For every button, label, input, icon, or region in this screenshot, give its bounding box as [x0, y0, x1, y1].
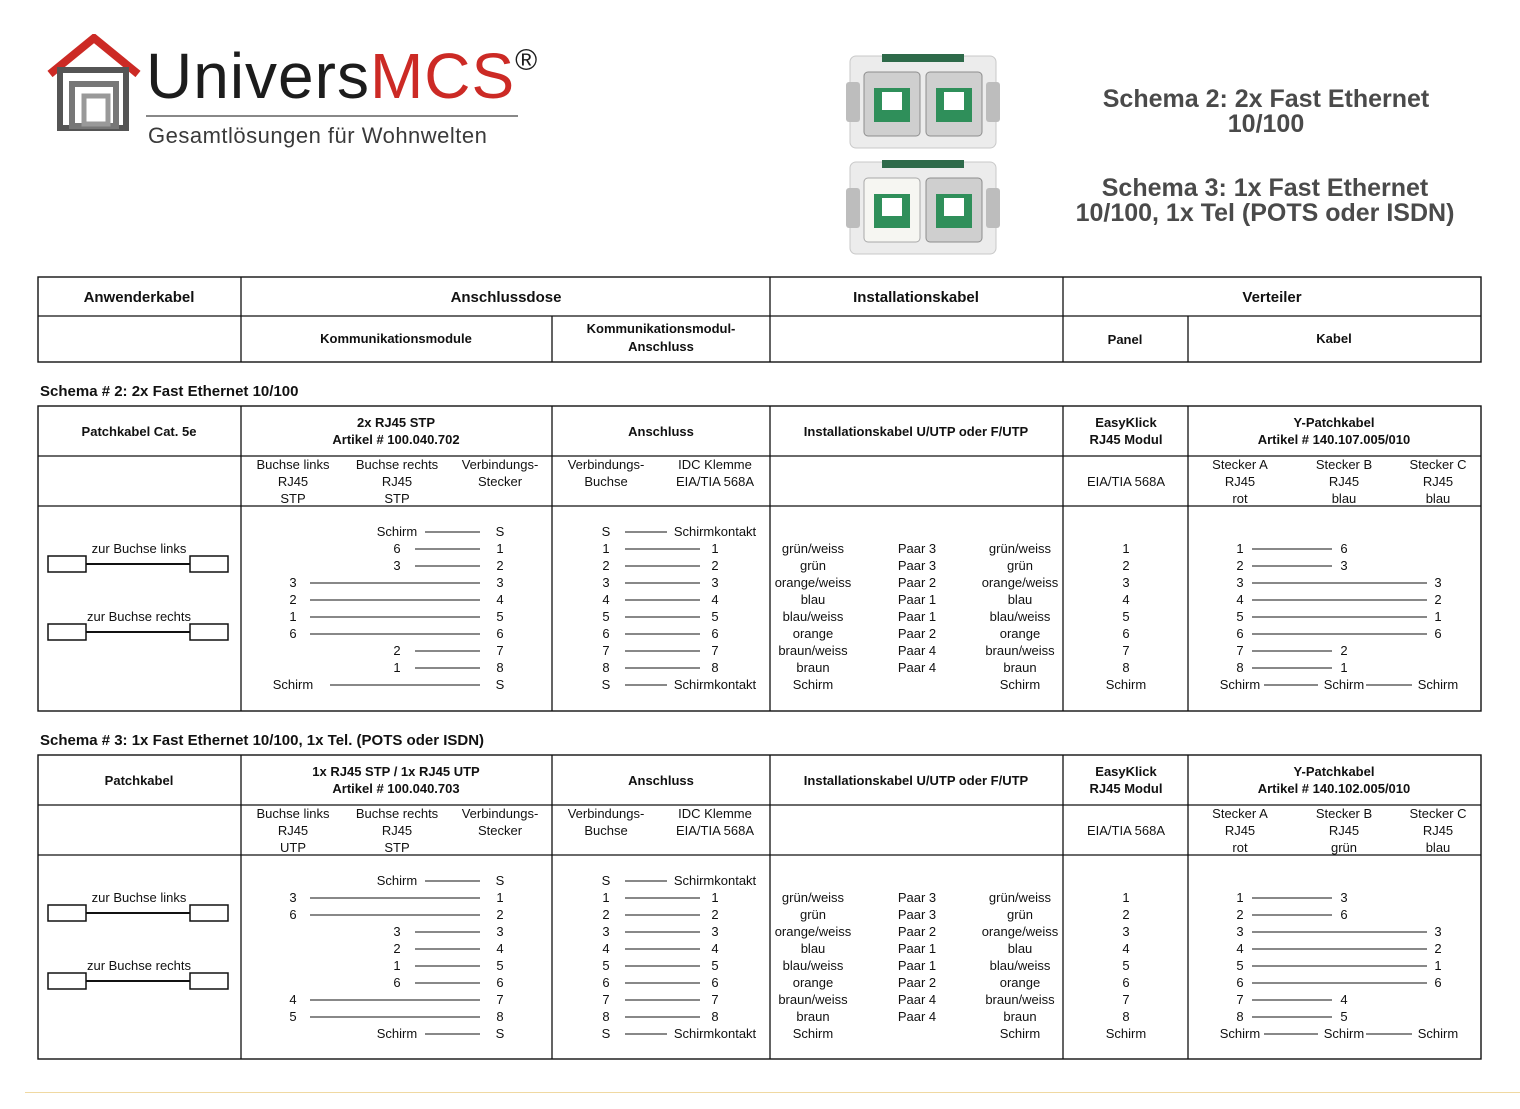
patch-cable-label: zur Buchse links: [91, 541, 187, 556]
wire-color: orange/weiss: [981, 924, 1059, 939]
panel-pin: 5: [1122, 609, 1130, 624]
plug-c-pin: 2: [1434, 941, 1442, 956]
idc-pin: 7: [711, 643, 719, 658]
connector-pin: 2: [496, 907, 504, 922]
jack-left-pin: 5: [289, 1009, 297, 1024]
subheader-sc: RJ45: [1422, 823, 1454, 838]
plug-a-pin: 6: [1236, 975, 1244, 990]
panel-pin: 8: [1122, 1009, 1130, 1024]
plug-c-pin: Schirm: [1417, 677, 1459, 692]
connector-pin: 3: [496, 924, 504, 939]
wire-color: blau/weiss: [989, 958, 1051, 973]
socket-pin: 8: [602, 660, 610, 675]
wire-color: blau/weiss: [782, 958, 844, 973]
schema-title: Schema # 2: 2x Fast Ethernet 10/100: [40, 383, 299, 400]
schema2-table: [38, 383, 1481, 711]
socket-pin: S: [601, 677, 611, 692]
connector-pin: S: [495, 524, 505, 539]
header-anwenderkabel: Anwenderkabel: [83, 289, 195, 306]
header-installationskabel: Installationskabel: [853, 289, 979, 306]
jack-left-pin: 2: [289, 592, 297, 607]
idc-pin: Schirmkontakt: [673, 677, 757, 692]
wire-color: braun: [1003, 660, 1037, 675]
subheader-bl: UTP: [280, 840, 306, 855]
header-easyklick: EasyKlick: [1095, 764, 1157, 779]
schema-frame: [38, 755, 1481, 1059]
panel-pin: 4: [1122, 941, 1130, 956]
wire-color: braun/weiss: [985, 992, 1055, 1007]
jack-left-pin: 1: [289, 609, 297, 624]
idc-pin: 8: [711, 660, 719, 675]
idc-pin: 7: [711, 992, 719, 1007]
wire-color: orange: [999, 975, 1041, 990]
subheader-br: RJ45: [381, 474, 413, 489]
jack-right-pin: Schirm: [376, 524, 418, 539]
headline-schema3-line2: 10/100, 1x Tel (POTS oder ISDN): [1075, 199, 1455, 227]
socket-pin: 1: [602, 541, 610, 556]
wire-color: braun: [796, 660, 830, 675]
plug-b-pin: 6: [1340, 541, 1348, 556]
wire-color: grün: [1006, 907, 1034, 922]
plug-a-pin: 7: [1236, 992, 1244, 1007]
headline-schema2-line1: Schema 2: 2x Fast Ethernet: [1102, 85, 1430, 113]
subheader-vb: Buchse: [584, 474, 628, 489]
headline-schema3-line1: Schema 3: 1x Fast Ethernet: [1101, 174, 1429, 202]
panel-pin: 7: [1122, 992, 1130, 1007]
header-module-article: Artikel # 100.040.702: [332, 432, 460, 447]
idc-pin: 6: [711, 626, 719, 641]
rj45-plug-icon: [190, 905, 228, 921]
wire-color: grün/weiss: [781, 890, 845, 905]
rj45-plug-icon: [48, 556, 86, 572]
header-patchkabel: Patchkabel: [104, 773, 174, 788]
plug-c-pin: 6: [1434, 975, 1442, 990]
subheader-idc: IDC Klemme: [678, 457, 752, 472]
panel-pin: 3: [1122, 575, 1130, 590]
wire-pair: Paar 4: [897, 660, 937, 675]
idc-pin: 2: [711, 907, 719, 922]
logo-registered-mark: ®: [515, 43, 539, 77]
plug-a-pin: 8: [1236, 1009, 1244, 1024]
plug-b-pin: 3: [1340, 890, 1348, 905]
subheader-vb: Buchse: [584, 823, 628, 838]
subheader-sc: blau: [1425, 491, 1451, 506]
socket-pin: 8: [602, 1009, 610, 1024]
plug-c-pin: 2: [1434, 592, 1442, 607]
idc-pin: 3: [711, 575, 719, 590]
panel-pin: 1: [1122, 890, 1130, 905]
patch-cable-label: zur Buchse rechts: [86, 609, 192, 624]
wire-pair: Paar 2: [897, 575, 937, 590]
jack-left-pin: 6: [289, 907, 297, 922]
socket-pin: 6: [602, 626, 610, 641]
jack-right-pin: 6: [393, 541, 401, 556]
panel-pin: 5: [1122, 958, 1130, 973]
wire-color: grün/weiss: [988, 541, 1052, 556]
plug-b-pin: 6: [1340, 907, 1348, 922]
connector-pin: 5: [496, 958, 504, 973]
plug-b-pin: 2: [1340, 643, 1348, 658]
idc-pin: 5: [711, 958, 719, 973]
subheader-bl: RJ45: [277, 823, 309, 838]
wire-color: orange: [792, 626, 834, 641]
panel-pin: 1: [1122, 541, 1130, 556]
header-installationskabel: Installationskabel U/UTP oder F/UTP: [803, 424, 1029, 439]
subheader-idc: EIA/TIA 568A: [675, 823, 755, 838]
plug-a-pin: 6: [1236, 626, 1244, 641]
wire-color: blau: [800, 592, 826, 607]
wire-color: blau/weiss: [782, 609, 844, 624]
subheader-bl: Buchse links: [256, 806, 330, 821]
patch-cable-label: zur Buchse links: [91, 890, 187, 905]
idc-pin: 1: [711, 541, 719, 556]
socket-pin: S: [601, 524, 611, 539]
plug-a-pin: 8: [1236, 660, 1244, 675]
plug-a-pin: 3: [1236, 575, 1244, 590]
jack-right-pin: 1: [393, 958, 401, 973]
idc-pin: Schirmkontakt: [673, 524, 757, 539]
subheader-br: STP: [384, 491, 410, 506]
wire-color: orange: [792, 975, 834, 990]
wire-color: blau: [800, 941, 826, 956]
header-anschluss: Anschluss: [628, 773, 694, 788]
idc-pin: 1: [711, 890, 719, 905]
wire-color: braun: [796, 1009, 830, 1024]
socket-pin: 5: [602, 609, 610, 624]
header-easyklick: EasyKlick: [1095, 415, 1157, 430]
panel-pin: 6: [1122, 975, 1130, 990]
connector-pin: 1: [496, 890, 504, 905]
wire-pair: Paar 1: [897, 592, 937, 607]
headline-schema2-line2: 10/100: [1227, 110, 1305, 138]
connector-pin: 3: [496, 575, 504, 590]
rj45-plug-icon: [48, 973, 86, 989]
subheader-sb: blau: [1331, 491, 1357, 506]
wire-color: grün/weiss: [988, 890, 1052, 905]
subheader-br: RJ45: [381, 823, 413, 838]
wire-color: Schirm: [999, 677, 1041, 692]
jack-right-pin: Schirm: [376, 1026, 418, 1041]
socket-pin: 1: [602, 890, 610, 905]
jack-left-pin: 6: [289, 626, 297, 641]
socket-pin: 7: [602, 643, 610, 658]
plug-b-pin: 1: [1340, 660, 1348, 675]
subheader-vs: Stecker: [477, 474, 523, 489]
wire-pair: Paar 3: [897, 541, 937, 556]
subheader-sa: RJ45: [1224, 823, 1256, 838]
connector-pin: 1: [496, 541, 504, 556]
rj45-plug-icon: [48, 905, 86, 921]
socket-pin: 3: [602, 924, 610, 939]
plug-c-pin: 1: [1434, 958, 1442, 973]
jack-left-pin: 3: [289, 575, 297, 590]
wire-pair: Paar 3: [897, 907, 937, 922]
plug-a-pin: 5: [1236, 958, 1244, 973]
plug-a-pin: 2: [1236, 558, 1244, 573]
header-module: 2x RJ45 STP: [356, 415, 436, 430]
jack-right-pin: 2: [393, 643, 401, 658]
rj45-plug-icon: [190, 556, 228, 572]
socket-pin: 7: [602, 992, 610, 1007]
wire-pair: Paar 1: [897, 958, 937, 973]
connector-pin: 6: [496, 975, 504, 990]
subheader-sa: Stecker A: [1212, 806, 1268, 821]
header-modul-anschluss: Anschluss: [628, 339, 694, 354]
schema3-table: [38, 732, 1481, 1059]
panel-pin: 7: [1122, 643, 1130, 658]
header-module: 1x RJ45 STP / 1x RJ45 UTP: [312, 764, 480, 779]
jack-left-pin: Schirm: [272, 677, 314, 692]
header-installationskabel: Installationskabel U/UTP oder F/UTP: [803, 773, 1029, 788]
socket-pin: 4: [602, 592, 610, 607]
jack-right-pin: 3: [393, 558, 401, 573]
header-easyklick-modul: RJ45 Modul: [1089, 781, 1163, 796]
header-ypatchkabel-article: Artikel # 140.107.005/010: [1257, 432, 1411, 447]
idc-pin: 2: [711, 558, 719, 573]
connector-pin: 7: [496, 992, 504, 1007]
subheader-sc: blau: [1425, 840, 1451, 855]
wire-color: Schirm: [999, 1026, 1041, 1041]
panel-pin: 3: [1122, 924, 1130, 939]
idc-pin: 3: [711, 924, 719, 939]
header-anschluss: Anschluss: [628, 424, 694, 439]
plug-a-pin: 3: [1236, 924, 1244, 939]
panel-pin: 8: [1122, 660, 1130, 675]
subheader-sb: Stecker B: [1315, 806, 1373, 821]
connector-pin: 2: [496, 558, 504, 573]
subheader-bl: Buchse links: [256, 457, 330, 472]
subheader-sc: RJ45: [1422, 474, 1454, 489]
subheader-sa: Stecker A: [1212, 457, 1268, 472]
subheader-vb: Verbindungs-: [567, 457, 645, 472]
patch-cable-label: zur Buchse rechts: [86, 958, 192, 973]
logo-brand-dark: Univers: [146, 40, 370, 112]
panel-pin: Schirm: [1105, 1026, 1147, 1041]
wire-color: orange/weiss: [774, 575, 852, 590]
subheader-vs: Verbindungs-: [461, 457, 539, 472]
panel-pin: Schirm: [1105, 677, 1147, 692]
plug-a-pin: 4: [1236, 941, 1244, 956]
idc-pin: 8: [711, 1009, 719, 1024]
connector-pin: 5: [496, 609, 504, 624]
connector-pin: 7: [496, 643, 504, 658]
wire-color: blau: [1007, 941, 1033, 956]
subheader-sb: grün: [1330, 840, 1358, 855]
logo-tagline: Gesamtlösungen für Wohnwelten: [148, 123, 488, 148]
wire-color: braun/weiss: [778, 643, 848, 658]
wire-pair: Paar 4: [897, 1009, 937, 1024]
connector-pin: 8: [496, 1009, 504, 1024]
connector-pin: S: [495, 873, 505, 888]
header-kabel: Kabel: [1316, 331, 1352, 346]
subheader-eia: EIA/TIA 568A: [1086, 474, 1166, 489]
wire-pair: Paar 1: [897, 941, 937, 956]
plug-b-pin: Schirm: [1323, 677, 1365, 692]
wire-pair: Paar 1: [897, 609, 937, 624]
schema-title: Schema # 3: 1x Fast Ethernet 10/100, 1x Tel. (POTS oder ISDN): [40, 732, 485, 749]
plug-b-pin: 5: [1340, 1009, 1348, 1024]
header-ypatchkabel-article: Artikel # 140.102.005/010: [1257, 781, 1411, 796]
wire-color: grün: [1006, 558, 1034, 573]
jack-right-pin: 6: [393, 975, 401, 990]
plug-b-pin: Schirm: [1323, 1026, 1365, 1041]
wire-color: Schirm: [792, 677, 834, 692]
socket-pin: S: [601, 1026, 611, 1041]
subheader-br: Buchse rechts: [355, 806, 439, 821]
jack-right-pin: Schirm: [376, 873, 418, 888]
socket-pin: S: [601, 873, 611, 888]
jack-right-pin: 2: [393, 941, 401, 956]
wire-color: braun/weiss: [778, 992, 848, 1007]
panel-pin: 2: [1122, 558, 1130, 573]
subheader-vb: Verbindungs-: [567, 806, 645, 821]
subheader-vs: Stecker: [477, 823, 523, 838]
plug-b-pin: 3: [1340, 558, 1348, 573]
plug-a-pin: 5: [1236, 609, 1244, 624]
plug-c-pin: 3: [1434, 575, 1442, 590]
subheader-sb: RJ45: [1328, 474, 1360, 489]
rj45-plug-icon: [48, 624, 86, 640]
subheader-sa: RJ45: [1224, 474, 1256, 489]
schema-frame: [38, 406, 1481, 711]
idc-pin: 5: [711, 609, 719, 624]
header-anschlussdose: Anschlussdose: [450, 289, 562, 306]
idc-pin: Schirmkontakt: [673, 1026, 757, 1041]
jack-right-pin: 1: [393, 660, 401, 675]
header-modul-anschluss: Kommunikationsmodul-: [586, 321, 736, 336]
wire-pair: Paar 3: [897, 558, 937, 573]
rj45-plug-icon: [190, 624, 228, 640]
wire-color: orange: [999, 626, 1041, 641]
plug-c-pin: Schirm: [1417, 1026, 1459, 1041]
header-ypatchkabel: Y-Patchkabel: [1293, 764, 1375, 779]
wire-color: braun: [1003, 1009, 1037, 1024]
wire-color: grün: [799, 558, 827, 573]
plug-a-pin: 4: [1236, 592, 1244, 607]
socket-pin: 6: [602, 975, 610, 990]
idc-pin: 4: [711, 592, 719, 607]
jack-right-pin: 3: [393, 924, 401, 939]
socket-pin: 2: [602, 907, 610, 922]
wire-pair: Paar 4: [897, 643, 937, 658]
plug-c-pin: 3: [1434, 924, 1442, 939]
panel-pin: 2: [1122, 907, 1130, 922]
rj45-plug-icon: [190, 973, 228, 989]
subheader-bl: RJ45: [277, 474, 309, 489]
plug-b-pin: 4: [1340, 992, 1348, 1007]
plug-c-pin: 6: [1434, 626, 1442, 641]
jack-left-pin: 4: [289, 992, 297, 1007]
wire-color: blau: [1007, 592, 1033, 607]
connector-pin: S: [495, 677, 505, 692]
plug-a-pin: 2: [1236, 907, 1244, 922]
connector-pin: 4: [496, 941, 504, 956]
wire-color: Schirm: [792, 1026, 834, 1041]
connector-pin: 6: [496, 626, 504, 641]
socket-pin: 3: [602, 575, 610, 590]
plug-a-pin: Schirm: [1219, 1026, 1261, 1041]
idc-pin: 4: [711, 941, 719, 956]
logo-brand-red: MCS: [369, 40, 516, 112]
header-verteiler: Verteiler: [1242, 289, 1302, 306]
wire-pair: Paar 2: [897, 626, 937, 641]
subheader-eia: EIA/TIA 568A: [1086, 823, 1166, 838]
subheader-bl: STP: [280, 491, 306, 506]
wire-color: braun/weiss: [985, 643, 1055, 658]
wire-pair: Paar 4: [897, 992, 937, 1007]
wire-pair: Paar 2: [897, 975, 937, 990]
panel-pin: 6: [1122, 626, 1130, 641]
header-module-article: Artikel # 100.040.703: [332, 781, 460, 796]
subheader-br: STP: [384, 840, 410, 855]
plug-a-pin: 1: [1236, 890, 1244, 905]
plug-a-pin: 7: [1236, 643, 1244, 658]
header-easyklick-modul: RJ45 Modul: [1089, 432, 1163, 447]
subheader-sa: rot: [1232, 491, 1248, 506]
plug-c-pin: 1: [1434, 609, 1442, 624]
connector-pin: S: [495, 1026, 505, 1041]
connector-pin: 4: [496, 592, 504, 607]
jack-left-pin: 3: [289, 890, 297, 905]
wire-color: grün/weiss: [781, 541, 845, 556]
header-panel: Panel: [1107, 332, 1143, 347]
wire-pair: Paar 2: [897, 924, 937, 939]
socket-pin: 4: [602, 941, 610, 956]
wire-color: grün: [799, 907, 827, 922]
subheader-sb: Stecker B: [1315, 457, 1373, 472]
plug-a-pin: Schirm: [1219, 677, 1261, 692]
socket-pin: 5: [602, 958, 610, 973]
footer-divider: [25, 1092, 1520, 1093]
header-patchkabel: Patchkabel Cat. 5e: [81, 424, 197, 439]
idc-pin: 6: [711, 975, 719, 990]
header-ypatchkabel: Y-Patchkabel: [1293, 415, 1375, 430]
header-kommunikationsmodule: Kommunikationsmodule: [320, 331, 472, 346]
wire-color: orange/weiss: [774, 924, 852, 939]
subheader-sa: rot: [1232, 840, 1248, 855]
subheader-sc: Stecker C: [1409, 806, 1467, 821]
wire-color: blau/weiss: [989, 609, 1051, 624]
subheader-sb: RJ45: [1328, 823, 1360, 838]
panel-pin: 4: [1122, 592, 1130, 607]
subheader-sc: Stecker C: [1409, 457, 1467, 472]
plug-a-pin: 1: [1236, 541, 1244, 556]
overview-table: [38, 277, 1481, 362]
socket-pin: 2: [602, 558, 610, 573]
subheader-idc: IDC Klemme: [678, 806, 752, 821]
subheader-idc: EIA/TIA 568A: [675, 474, 755, 489]
wire-color: orange/weiss: [981, 575, 1059, 590]
subheader-br: Buchse rechts: [355, 457, 439, 472]
idc-pin: Schirmkontakt: [673, 873, 757, 888]
subheader-vs: Verbindungs-: [461, 806, 539, 821]
wire-pair: Paar 3: [897, 890, 937, 905]
connector-pin: 8: [496, 660, 504, 675]
